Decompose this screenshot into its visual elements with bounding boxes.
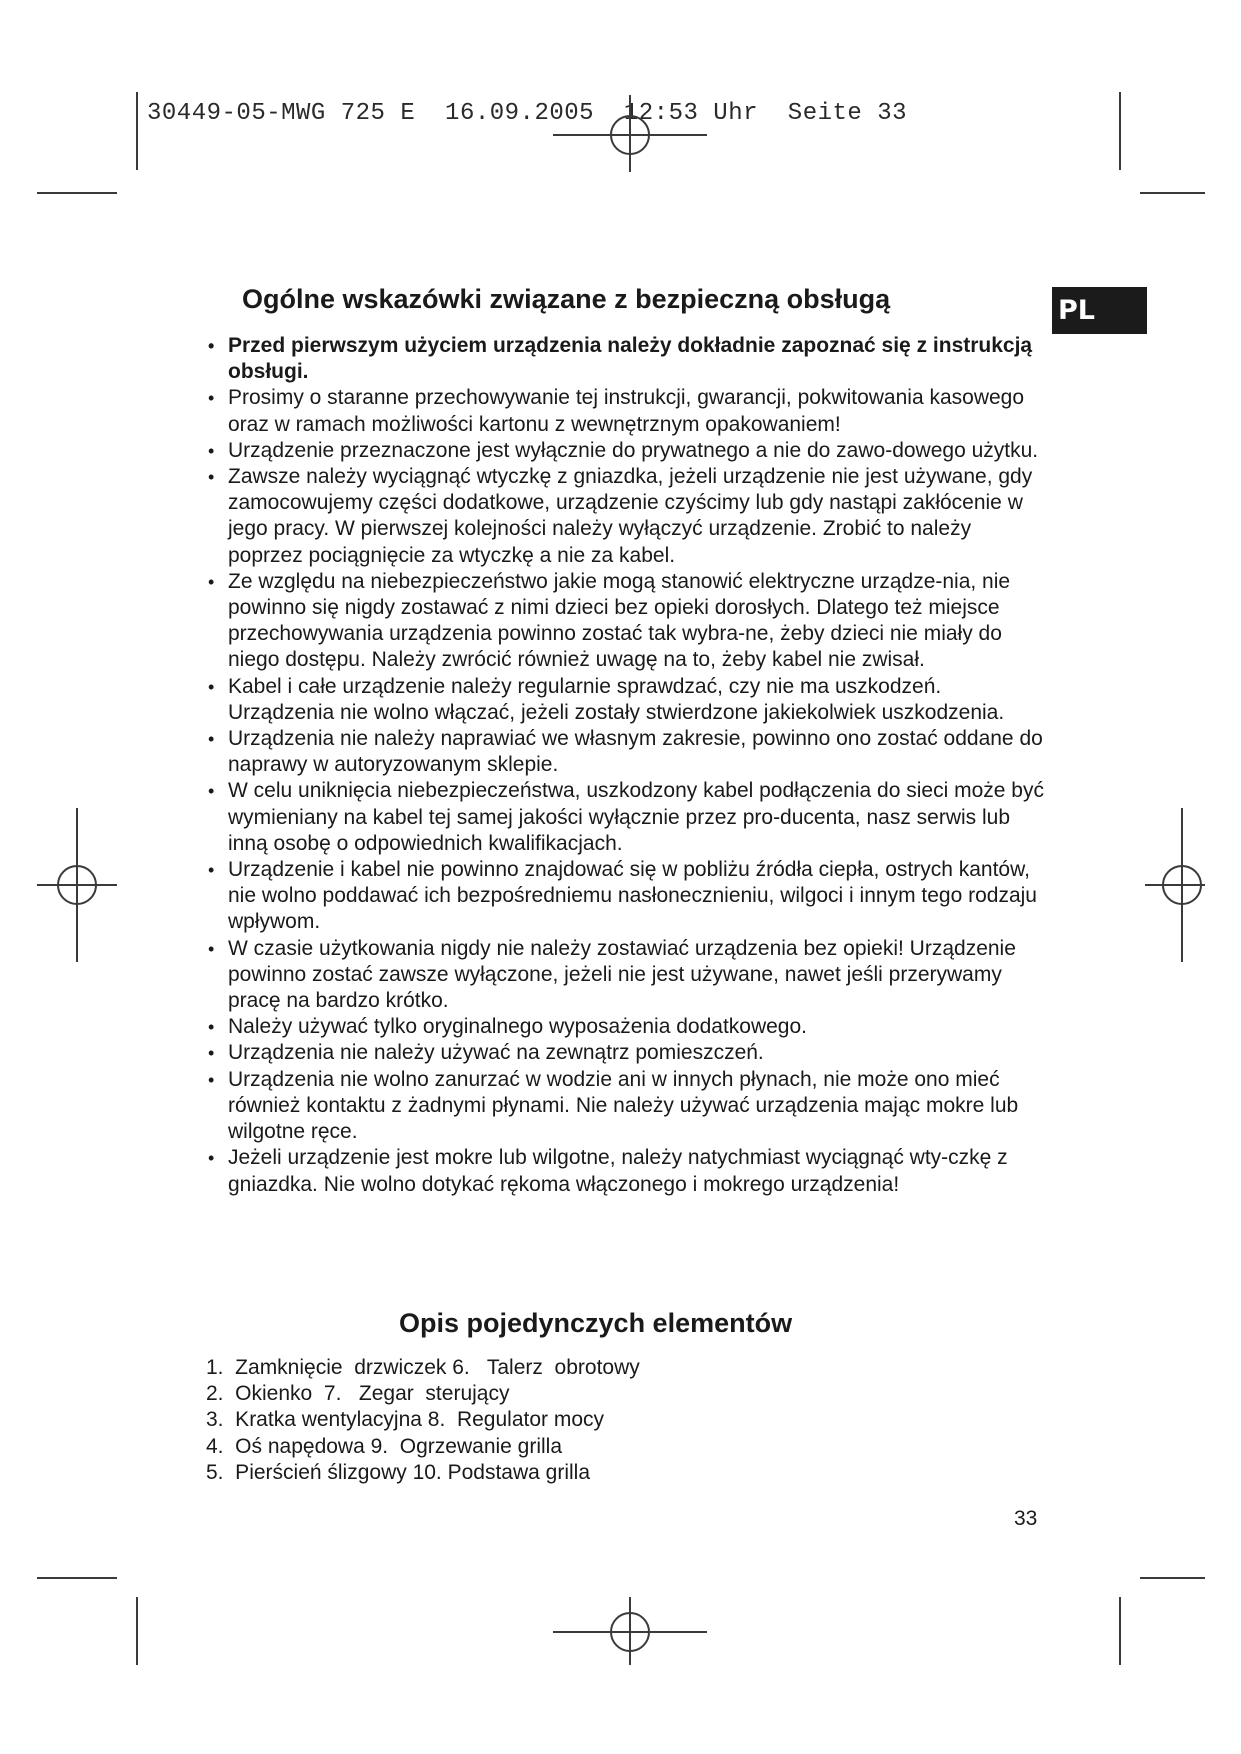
- safety-list: [206, 333, 1046, 1198]
- list-item: • Jeżeli urządzenie jest mokre lub wilgotne, należy natychmiast wyciągnąć wty-czkę z gniazdka. Nie wolno dotykać rękoma włączonego i mokrego urządzenia!: [206, 1145, 1046, 1197]
- list-item: • Urządzenia nie wolno zanurzać w wodzie ani w innych płynach, nie może ono mieć również kontaktu z żadnymi płynami. Nie należy używać urządzenia mając mokre lub wilgotne ręce.: [206, 1067, 1046, 1146]
- list-item: 3. Kratka wentylacyjna 8. Regulator mocy: [206, 1408, 605, 1432]
- list-item: • Urządzenia nie należy naprawiać we własnym zakresie, powinno ono zostać oddane do naprawy w autoryzowanym sklepie.: [206, 726, 1046, 778]
- parts-list: [206, 1355, 640, 1486]
- parts-section-title: Opis pojedynczych elementów: [399, 1308, 793, 1338]
- list-item: 1. Zamknięcie drzwiczek 6. Talerz obrotowy: [206, 1356, 640, 1379]
- list-item: • W celu uniknięcia niebezpieczeństwa, uszkodzony kabel podłączenia do sieci może być wymieniany na kabel tej samej jakości wyłącznie przez pro-ducenta, nasz serwis lub inną osobę o odpowiednich kwalifikacjach.: [206, 778, 1046, 857]
- list-item: • Urządzenia nie należy używać na zewnątrz pomieszczeń.: [206, 1040, 1046, 1066]
- list-item: 5. Pierścień ślizgowy 10. Podstawa grilla: [206, 1460, 591, 1484]
- page-number: 33: [1014, 1507, 1038, 1530]
- list-item: • Kabel i całe urządzenie należy regularnie sprawdzać, czy nie ma uszkodzeń. Urządzenia nie wolno włączać, jeżeli zostały stwierdzone jakiekolwiek uszkodzenia.: [206, 674, 1046, 726]
- list-item: 4. Oś napędowa 9. Ogrzewanie grilla: [206, 1434, 563, 1458]
- list-item: • Zawsze należy wyciągnąć wtyczkę z gniazdka, jeżeli urządzenie nie jest używane, gdy zamocowujemy części dodatkowe, urządzenie czyścimy lub gdy nastąpi zakłócenie w jego pracy. W pierwszej kolejności należy wyłączyć urządzenie. Zrobić to należy poprzez pociągnięcie za wtyczkę a nie za kabel.: [206, 464, 1046, 569]
- list-item: • Należy używać tylko oryginalnego wyposażenia dodatkowego.: [206, 1014, 1046, 1040]
- list-item: • Urządzenie przeznaczone jest wyłącznie do prywatnego a nie do zawo-dowego użytku.: [206, 438, 1046, 464]
- language-tab: PL: [1052, 287, 1147, 334]
- list-item: • W czasie użytkowania nigdy nie należy zostawiać urządzenia bez opieki! Urządzenie powinno zostać zawsze wyłączone, jeżeli nie jest używane, nawet jeśli przerywamy pracę na bardzo krótko.: [206, 936, 1046, 1015]
- safety-section-title: Ogólne wskazówki związane z bezpieczną obsługą: [242, 284, 891, 314]
- list-item: • Przed pierwszym użyciem urządzenia należy dokładnie zapoznać się z instrukcją obsługi.: [206, 333, 1046, 385]
- list-item: • Urządzenie i kabel nie powinno znajdować się w pobliżu źródła ciepła, ostrych kantów, nie wolno poddawać ich bezpośredniemu nasłonecznieniu, wilgoci i innym tego rodzaju wpływom.: [206, 857, 1046, 936]
- list-item: 2. Okienko 7. Zegar sterujący: [206, 1382, 510, 1406]
- list-item: • Ze względu na niebezpieczeństwo jakie mogą stanowić elektryczne urządze-nia, nie powinno się nigdy zostawać z nimi dzieci bez opieki dorosłych. Dlatego też miejsce przechowywania urządzenia powinno zostać tak wybra-ne, żeby dzieci nie miały do niego dostępu. Należy zwrócić również uwagę na to, żeby kabel nie zwisał.: [206, 569, 1046, 674]
- print-header: 30449-05-MWG 725 E 16.09.2005 12:53 Uhr Seite 33: [147, 100, 908, 127]
- list-item: • Prosimy o staranne przechowywanie tej instrukcji, gwarancji, pokwitowania kasowego oraz w ramach możliwości kartonu z wewnętrznym opakowaniem!: [206, 385, 1046, 437]
